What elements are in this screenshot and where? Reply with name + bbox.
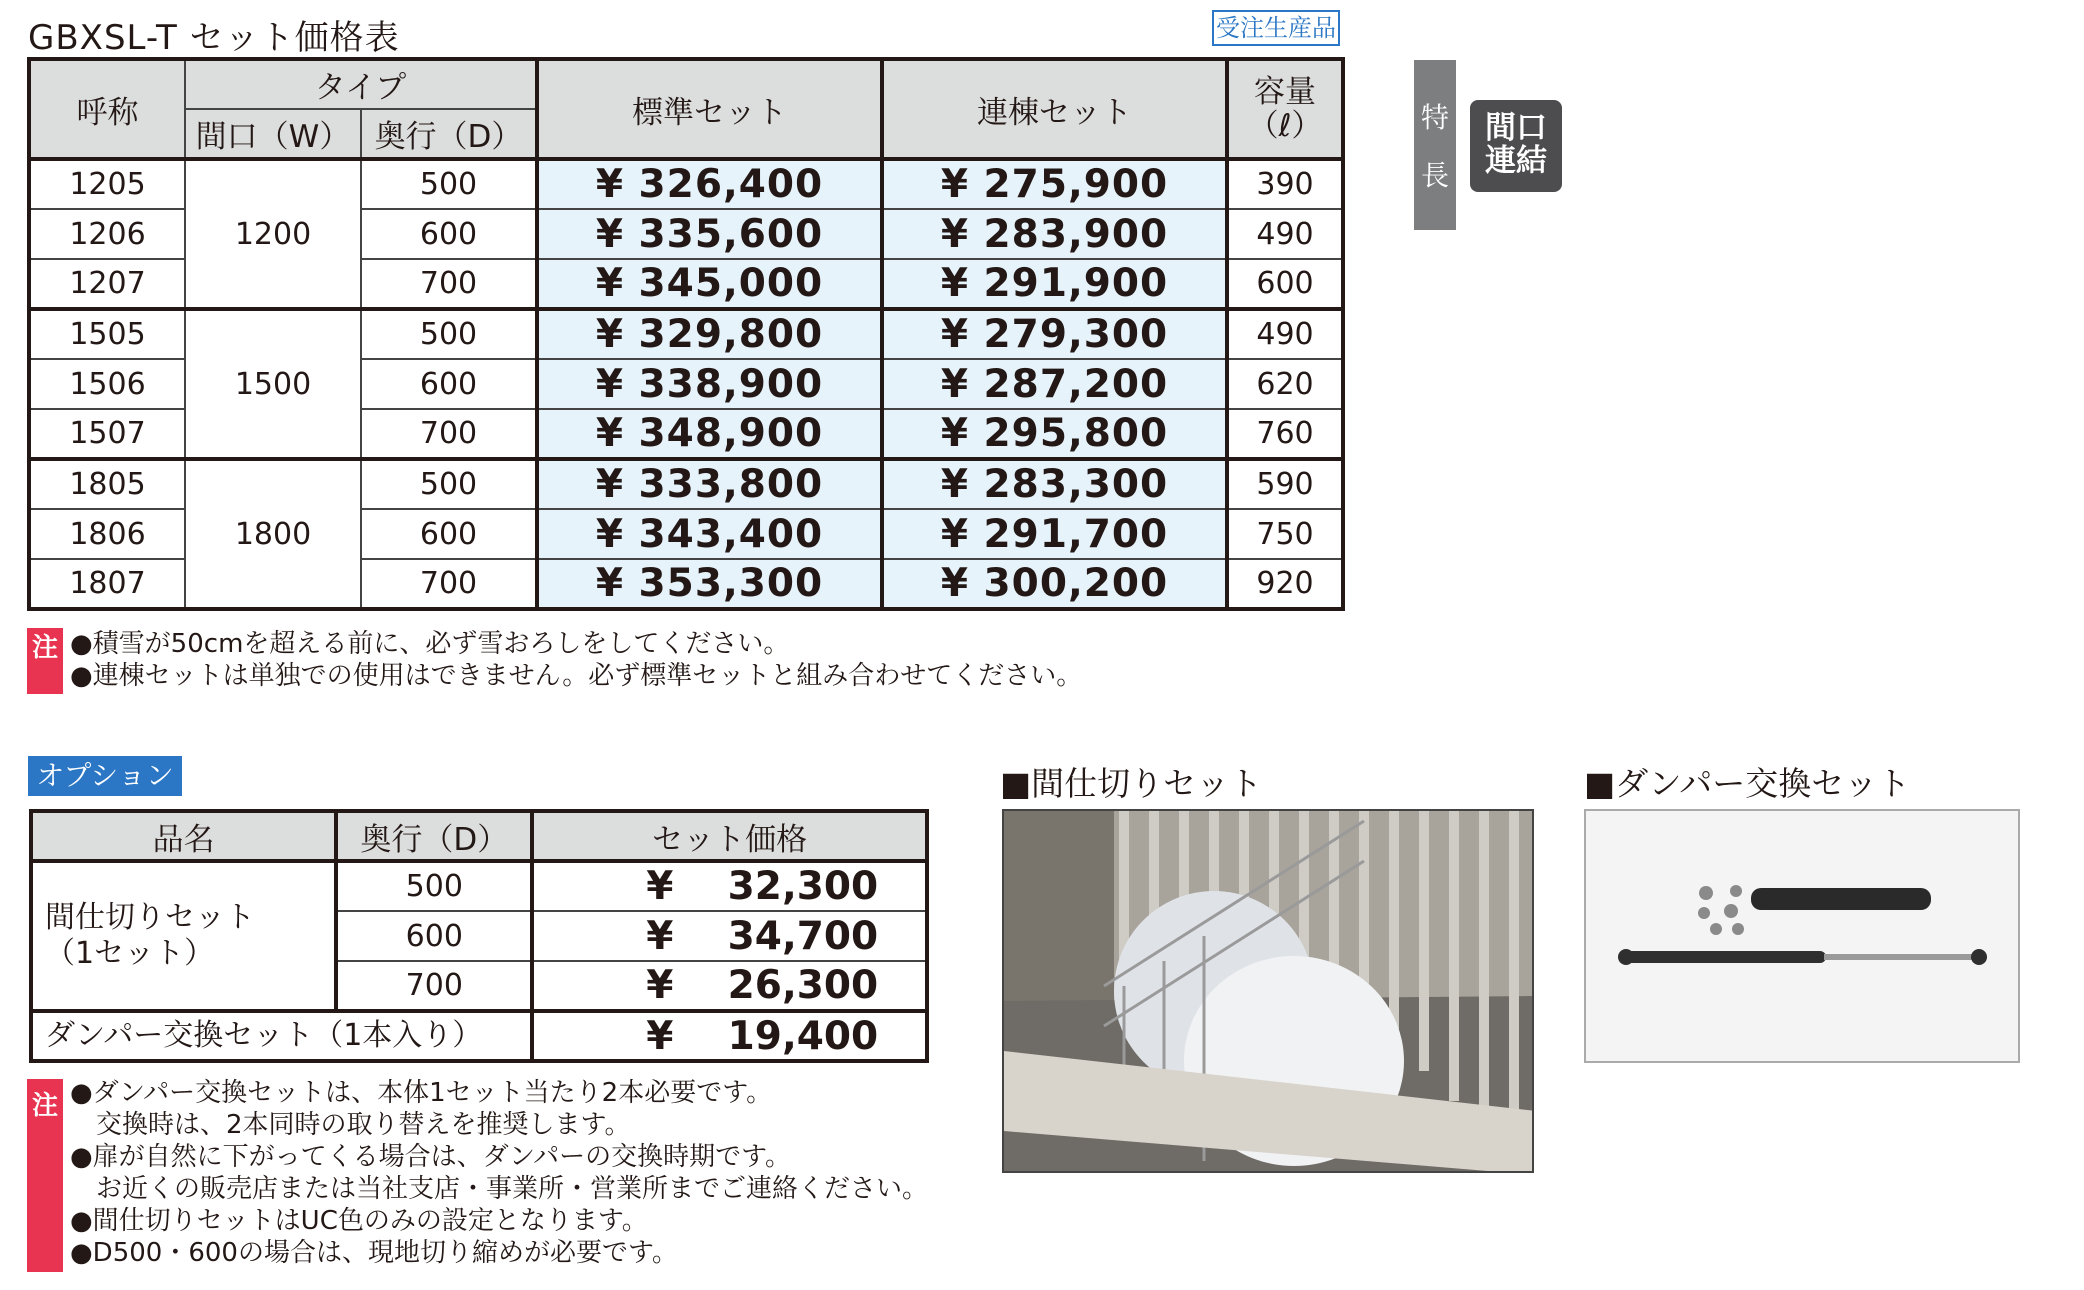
row-name: 1807 — [29, 559, 185, 609]
partition-photo-caption: ■間仕切りセット — [1000, 764, 1263, 803]
note-label-text: 注 — [31, 1091, 58, 1121]
option-damper-name: ダンパー交換セット（1本入り） — [31, 1011, 532, 1061]
row-name: 1207 — [29, 259, 185, 309]
damper-photo-caption: ■ダンパー交換セット — [1584, 764, 1911, 803]
row-depth: 500 — [361, 309, 537, 359]
table-row — [29, 159, 1343, 209]
row-depth: 700 — [361, 409, 537, 459]
option-row — [31, 861, 927, 911]
row-standard-price: ¥ 338,900 — [537, 359, 882, 409]
row-name: 1806 — [29, 509, 185, 559]
option-price: ¥ 26,300 — [532, 961, 927, 1011]
row-depth: 600 — [361, 509, 537, 559]
row-linked-price: ¥ 287,200 — [882, 359, 1227, 409]
header-capacity-line1: 容量 — [1254, 74, 1317, 110]
note-label: 注 — [27, 628, 63, 694]
row-width: 1500 — [185, 309, 361, 459]
row-linked-price: ¥ 291,900 — [882, 259, 1227, 309]
feature-badge-line: 連結 — [1485, 143, 1547, 179]
table-row — [29, 309, 1343, 359]
row-name: 1505 — [29, 309, 185, 359]
note-line: お近くの販売店または当社支店・事業所・営業所までご連絡ください。 — [70, 1174, 929, 1204]
row-name: 1206 — [29, 209, 185, 259]
row-width: 1200 — [185, 159, 361, 309]
row-standard-price: ¥ 335,600 — [537, 209, 882, 259]
notes-main — [70, 628, 1082, 692]
feature-side-label — [1414, 60, 1456, 230]
row-capacity: 600 — [1227, 259, 1343, 309]
header-standard: 標準セット — [537, 59, 882, 159]
feature-badge — [1470, 100, 1562, 192]
option-price: ¥ 19,400 — [532, 1011, 927, 1061]
header-linked: 連棟セット — [882, 59, 1227, 159]
row-standard-price: ¥ 348,900 — [537, 409, 882, 459]
row-standard-price: ¥ 326,400 — [537, 159, 882, 209]
note-line: ●連棟セットは単独での使用はできません。必ず標準セットと組み合わせてください。 — [70, 661, 1083, 691]
row-capacity: 490 — [1227, 209, 1343, 259]
option-header-name: 品名 — [31, 811, 336, 861]
partition-photo-illustration — [1004, 811, 1534, 1173]
row-standard-price: ¥ 343,400 — [537, 509, 882, 559]
notes-option — [70, 1077, 928, 1269]
row-depth: 700 — [361, 559, 537, 609]
option-table — [29, 809, 929, 1063]
option-price: ¥ 34,700 — [532, 911, 927, 961]
option-partition-name-line2: （1セット） — [45, 936, 215, 971]
row-linked-price: ¥ 300,200 — [882, 559, 1227, 609]
option-partition-name — [31, 861, 336, 1011]
option-price: ¥ 32,300 — [532, 861, 927, 911]
note-line: ●積雪が50cmを超える前に、必ず雪おろしをしてください。 — [70, 629, 790, 659]
row-capacity: 620 — [1227, 359, 1343, 409]
made-to-order-badge: 受注生産品 — [1212, 10, 1340, 46]
row-standard-price: ¥ 345,000 — [537, 259, 882, 309]
row-linked-price: ¥ 295,800 — [882, 409, 1227, 459]
note-line: ●ダンパー交換セットは、本体1セット当たり2本必要です。 — [70, 1078, 773, 1108]
row-capacity: 750 — [1227, 509, 1343, 559]
header-capacity — [1227, 59, 1343, 159]
option-tag: オプション — [28, 756, 182, 796]
page-title: GBXSL-T セット価格表 — [28, 18, 400, 58]
row-linked-price: ¥ 283,300 — [882, 459, 1227, 509]
row-standard-price: ¥ 333,800 — [537, 459, 882, 509]
header-depth: 奥行（D） — [361, 109, 537, 159]
row-capacity: 490 — [1227, 309, 1343, 359]
feature-badge-line: 間口 — [1485, 110, 1547, 146]
note-line: ●間仕切りセットはUC色のみの設定となります。 — [70, 1206, 648, 1236]
row-name: 1205 — [29, 159, 185, 209]
row-standard-price: ¥ 353,300 — [537, 559, 882, 609]
feature-char: 特 — [1420, 101, 1449, 134]
option-partition-name-line1: 間仕切りセット — [45, 900, 255, 935]
row-depth: 700 — [361, 259, 537, 309]
row-standard-price: ¥ 329,800 — [537, 309, 882, 359]
row-depth: 500 — [361, 459, 537, 509]
note-line: 交換時は、2本同時の取り替えを推奨します。 — [70, 1110, 631, 1140]
option-header-depth: 奥行（D） — [336, 811, 532, 861]
row-capacity: 390 — [1227, 159, 1343, 209]
note-label — [27, 1079, 63, 1272]
partition-photo — [1002, 809, 1534, 1173]
row-capacity: 590 — [1227, 459, 1343, 509]
row-capacity: 920 — [1227, 559, 1343, 609]
row-depth: 500 — [361, 159, 537, 209]
header-width: 間口（W） — [185, 109, 361, 159]
option-depth: 500 — [336, 861, 532, 911]
option-header-price: セット価格 — [532, 811, 927, 861]
damper-illustration — [1586, 811, 2020, 1063]
feature-char: 長 — [1420, 159, 1449, 192]
row-linked-price: ¥ 291,700 — [882, 509, 1227, 559]
row-name: 1506 — [29, 359, 185, 409]
option-depth: 600 — [336, 911, 532, 961]
price-table — [27, 57, 1345, 611]
header-name: 呼称 — [29, 59, 185, 159]
note-line: ●D500・600の場合は、現地切り縮めが必要です。 — [70, 1238, 678, 1268]
damper-photo — [1584, 809, 2020, 1063]
option-depth: 700 — [336, 961, 532, 1011]
row-linked-price: ¥ 283,900 — [882, 209, 1227, 259]
row-name: 1805 — [29, 459, 185, 509]
row-name: 1507 — [29, 409, 185, 459]
row-depth: 600 — [361, 359, 537, 409]
row-linked-price: ¥ 275,900 — [882, 159, 1227, 209]
option-row — [31, 1011, 927, 1061]
table-row — [29, 459, 1343, 509]
row-depth: 600 — [361, 209, 537, 259]
row-capacity: 760 — [1227, 409, 1343, 459]
note-line: ●扉が自然に下がってくる場合は、ダンパーの交換時期です。 — [70, 1142, 792, 1172]
header-capacity-line2: （ℓ） — [1247, 108, 1323, 144]
row-linked-price: ¥ 279,300 — [882, 309, 1227, 359]
row-width: 1800 — [185, 459, 361, 609]
header-type: タイプ — [185, 59, 537, 109]
